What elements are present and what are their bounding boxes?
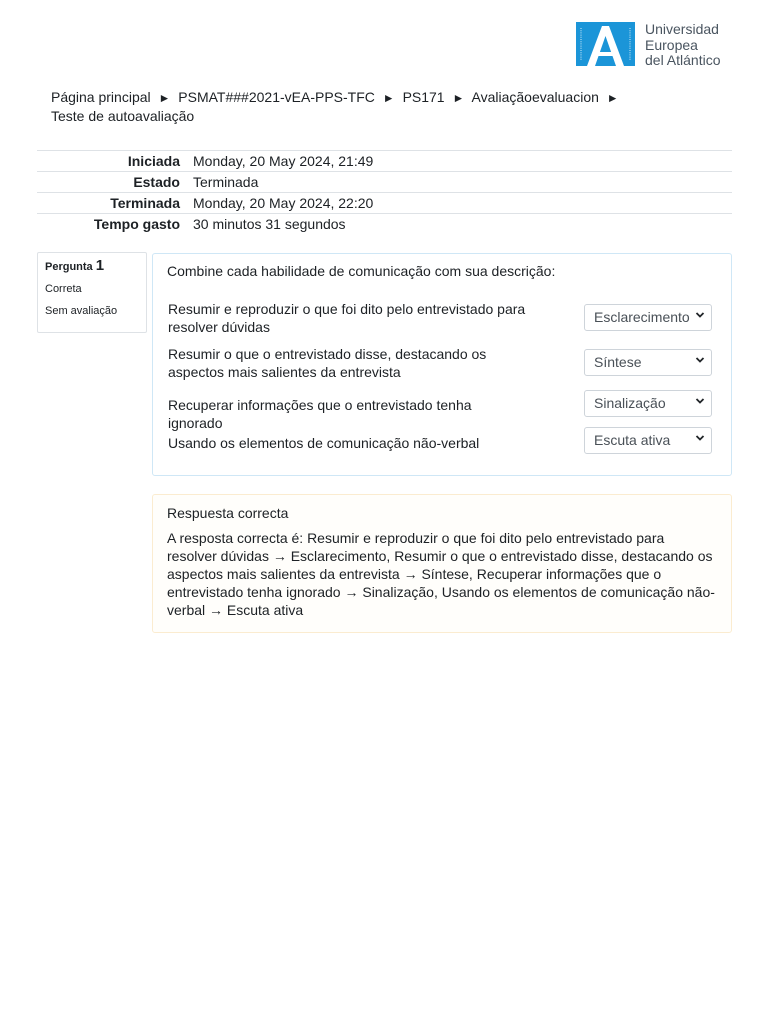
logo-text [645, 22, 721, 69]
summary-row-time-taken [37, 214, 732, 235]
summary-row-completed [37, 193, 732, 214]
chevron-down-icon [695, 396, 705, 406]
logo-mark-icon [576, 22, 635, 66]
answer-select-value: Esclarecimento [594, 309, 690, 325]
university-logo[interactable] [576, 22, 736, 68]
answer-select[interactable] [584, 390, 712, 417]
summary-value: Monday, 20 May 2024, 21:49 [193, 153, 374, 169]
summary-row-started [37, 151, 732, 172]
feedback-title: Respuesta correcta [167, 505, 289, 521]
match-item-text: Resumir o que o entrevistado disse, destacando os aspectos mais salientes da entrevista [168, 346, 487, 380]
logo-line-2: Europea [645, 36, 698, 53]
question-info-box [37, 252, 147, 333]
match-item-text: Recuperar informações que o entrevistado tenha ignorado [168, 397, 472, 431]
match-item-text: Usando os elementos de comunicação não-verbal [168, 435, 480, 451]
summary-value: 30 minutos 31 segundos [193, 216, 346, 233]
summary-value: Monday, 20 May 2024, 22:20 [193, 195, 374, 211]
question-grade: Sem avaliação [45, 305, 118, 317]
attempt-summary-table [37, 150, 732, 235]
breadcrumb-section[interactable]: PS171 [402, 89, 445, 105]
breadcrumb-category[interactable]: Avaliaçãoevaluacion [471, 89, 599, 105]
answer-select-value: Sinalização [594, 395, 666, 411]
question-number [45, 259, 139, 274]
summary-label: Iniciada [127, 153, 180, 169]
answer-select[interactable] [584, 427, 712, 454]
match-item-text: Resumir e reproduzir o que foi dito pelo entrevistado para resolver dúvidas [168, 301, 526, 335]
logo-line-3: del Atlántico [645, 52, 721, 68]
feedback-text: A resposta correcta é: Resumir e reproduzir o que foi dito pelo entrevistado para resolver dúvidas → Esclarecimento, Resumir o que o entrevistado disse, destacando os aspectos mais salientes da entrevista → Síntese, Recuperar informações que o entrevistado tenha ignorado → Sinalização, Usando os elementos de comunicação não-verbal → Escuta ativa [167, 530, 715, 618]
chevron-down-icon [695, 355, 705, 365]
summary-value: Terminada [193, 174, 259, 190]
breadcrumb-separator-icon: ► [158, 91, 171, 105]
answer-select-value: Escuta ativa [594, 432, 671, 448]
breadcrumb-separator-icon: ► [452, 91, 465, 105]
summary-row-state [37, 172, 732, 193]
breadcrumb [51, 88, 631, 125]
breadcrumb-current-page[interactable]: Teste de autoavaliação [51, 108, 195, 124]
question-number-label: Pergunta [45, 261, 93, 273]
chevron-down-icon [695, 433, 705, 443]
question-content [152, 253, 732, 476]
summary-label: Terminada [110, 195, 180, 211]
breadcrumb-home[interactable]: Página principal [51, 89, 151, 105]
breadcrumb-course[interactable]: PSMAT###2021-vEA-PPS-TFC [178, 89, 375, 105]
question-number-value: 1 [95, 257, 105, 274]
chevron-down-icon [695, 310, 705, 320]
summary-label: Estado [133, 174, 180, 190]
breadcrumb-separator-icon: ► [382, 91, 395, 105]
answer-select-value: Síntese [594, 354, 642, 370]
summary-label: Tempo gasto [93, 216, 180, 233]
breadcrumb-separator-icon: ► [606, 91, 619, 105]
question-prompt: Combine cada habilidade de comunicação com sua descrição: [167, 263, 556, 279]
correct-answer-feedback [152, 494, 732, 633]
question-state: Correta [45, 283, 82, 295]
answer-select[interactable] [584, 304, 712, 331]
logo-line-1: Universidad [645, 21, 719, 37]
answer-select[interactable] [584, 349, 712, 376]
